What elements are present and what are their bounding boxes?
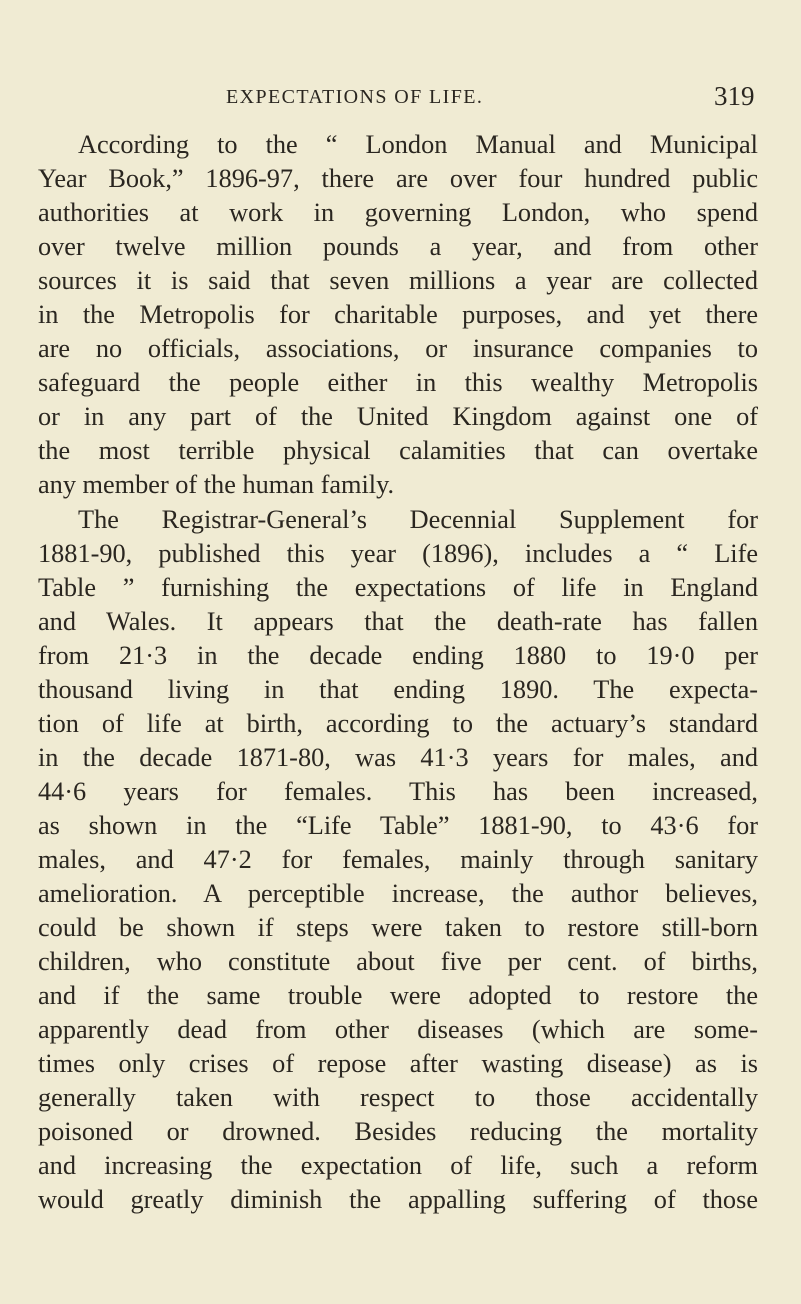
text-line: males, and 47·2 for females, mainly through sanitary xyxy=(38,844,758,874)
text-line: children, who constitute about five per cent. of births, xyxy=(38,947,758,977)
text-line: and increasing the expectation of life, such a reform xyxy=(38,1151,758,1181)
paragraph xyxy=(38,128,758,503)
body-text xyxy=(38,128,758,1218)
text-line: in the decade 1871-80, was 41·3 years for males, and xyxy=(38,742,758,772)
text-line: poisoned or drowned. Besides reducing the mortality xyxy=(38,1117,758,1147)
text-line: could be shown if steps were taken to restore still-born xyxy=(38,913,758,943)
text-line: Table ” furnishing the expectations of life in England xyxy=(38,572,758,602)
text-line: and if the same trouble were adopted to restore the xyxy=(38,981,758,1011)
text-line: generally taken with respect to those accidentally xyxy=(38,1083,758,1113)
text-line: Year Book,” 1896-97, there are over four hundred public xyxy=(38,164,758,194)
text-line: any member of the human family. xyxy=(38,470,395,500)
text-line: as shown in the “Life Table” 1881-90, to 43·6 for xyxy=(38,810,758,840)
text-line: or in any part of the United Kingdom against one of xyxy=(38,402,758,432)
paragraph xyxy=(38,503,758,1218)
text-line: would greatly diminish the appalling suffering of those xyxy=(38,1185,758,1215)
text-line: amelioration. A perceptible increase, the author believes, xyxy=(38,879,758,909)
text-line: thousand living in that ending 1890. The expecta- xyxy=(38,674,758,704)
text-line: safeguard the people either in this wealthy Metropolis xyxy=(38,368,758,398)
text-line: times only crises of repose after wasting disease) as is xyxy=(38,1049,758,1079)
text-line: The Registrar-General’s Decennial Supplement for xyxy=(78,504,758,534)
text-line: are no officials, associations, or insurance companies to xyxy=(38,334,758,364)
text-line: the most terrible physical calamities that can overtake xyxy=(38,436,758,466)
text-line: tion of life at birth, according to the actuary’s standard xyxy=(38,708,758,738)
text-line: apparently dead from other diseases (which are some- xyxy=(38,1015,758,1045)
text-line: 44·6 years for females. This has been increased, xyxy=(38,776,758,806)
running-title: EXPECTATIONS OF LIFE. xyxy=(226,86,484,108)
text-line: According to the “ London Manual and Municipal xyxy=(78,130,758,159)
text-line: 1881-90, published this year (1896), includes a “ Life xyxy=(38,538,758,568)
text-line: and Wales. It appears that the death-rate has fallen xyxy=(38,606,758,636)
page-number: 319 xyxy=(714,81,755,111)
text-line: in the Metropolis for charitable purposes, and yet there xyxy=(38,300,758,330)
text-line: over twelve million pounds a year, and from other xyxy=(38,232,758,262)
text-line: from 21·3 in the decade ending 1880 to 19·0 per xyxy=(38,640,758,670)
text-line: authorities at work in governing London, who spend xyxy=(38,198,758,228)
text-line: sources it is said that seven millions a year are collected xyxy=(38,266,758,296)
